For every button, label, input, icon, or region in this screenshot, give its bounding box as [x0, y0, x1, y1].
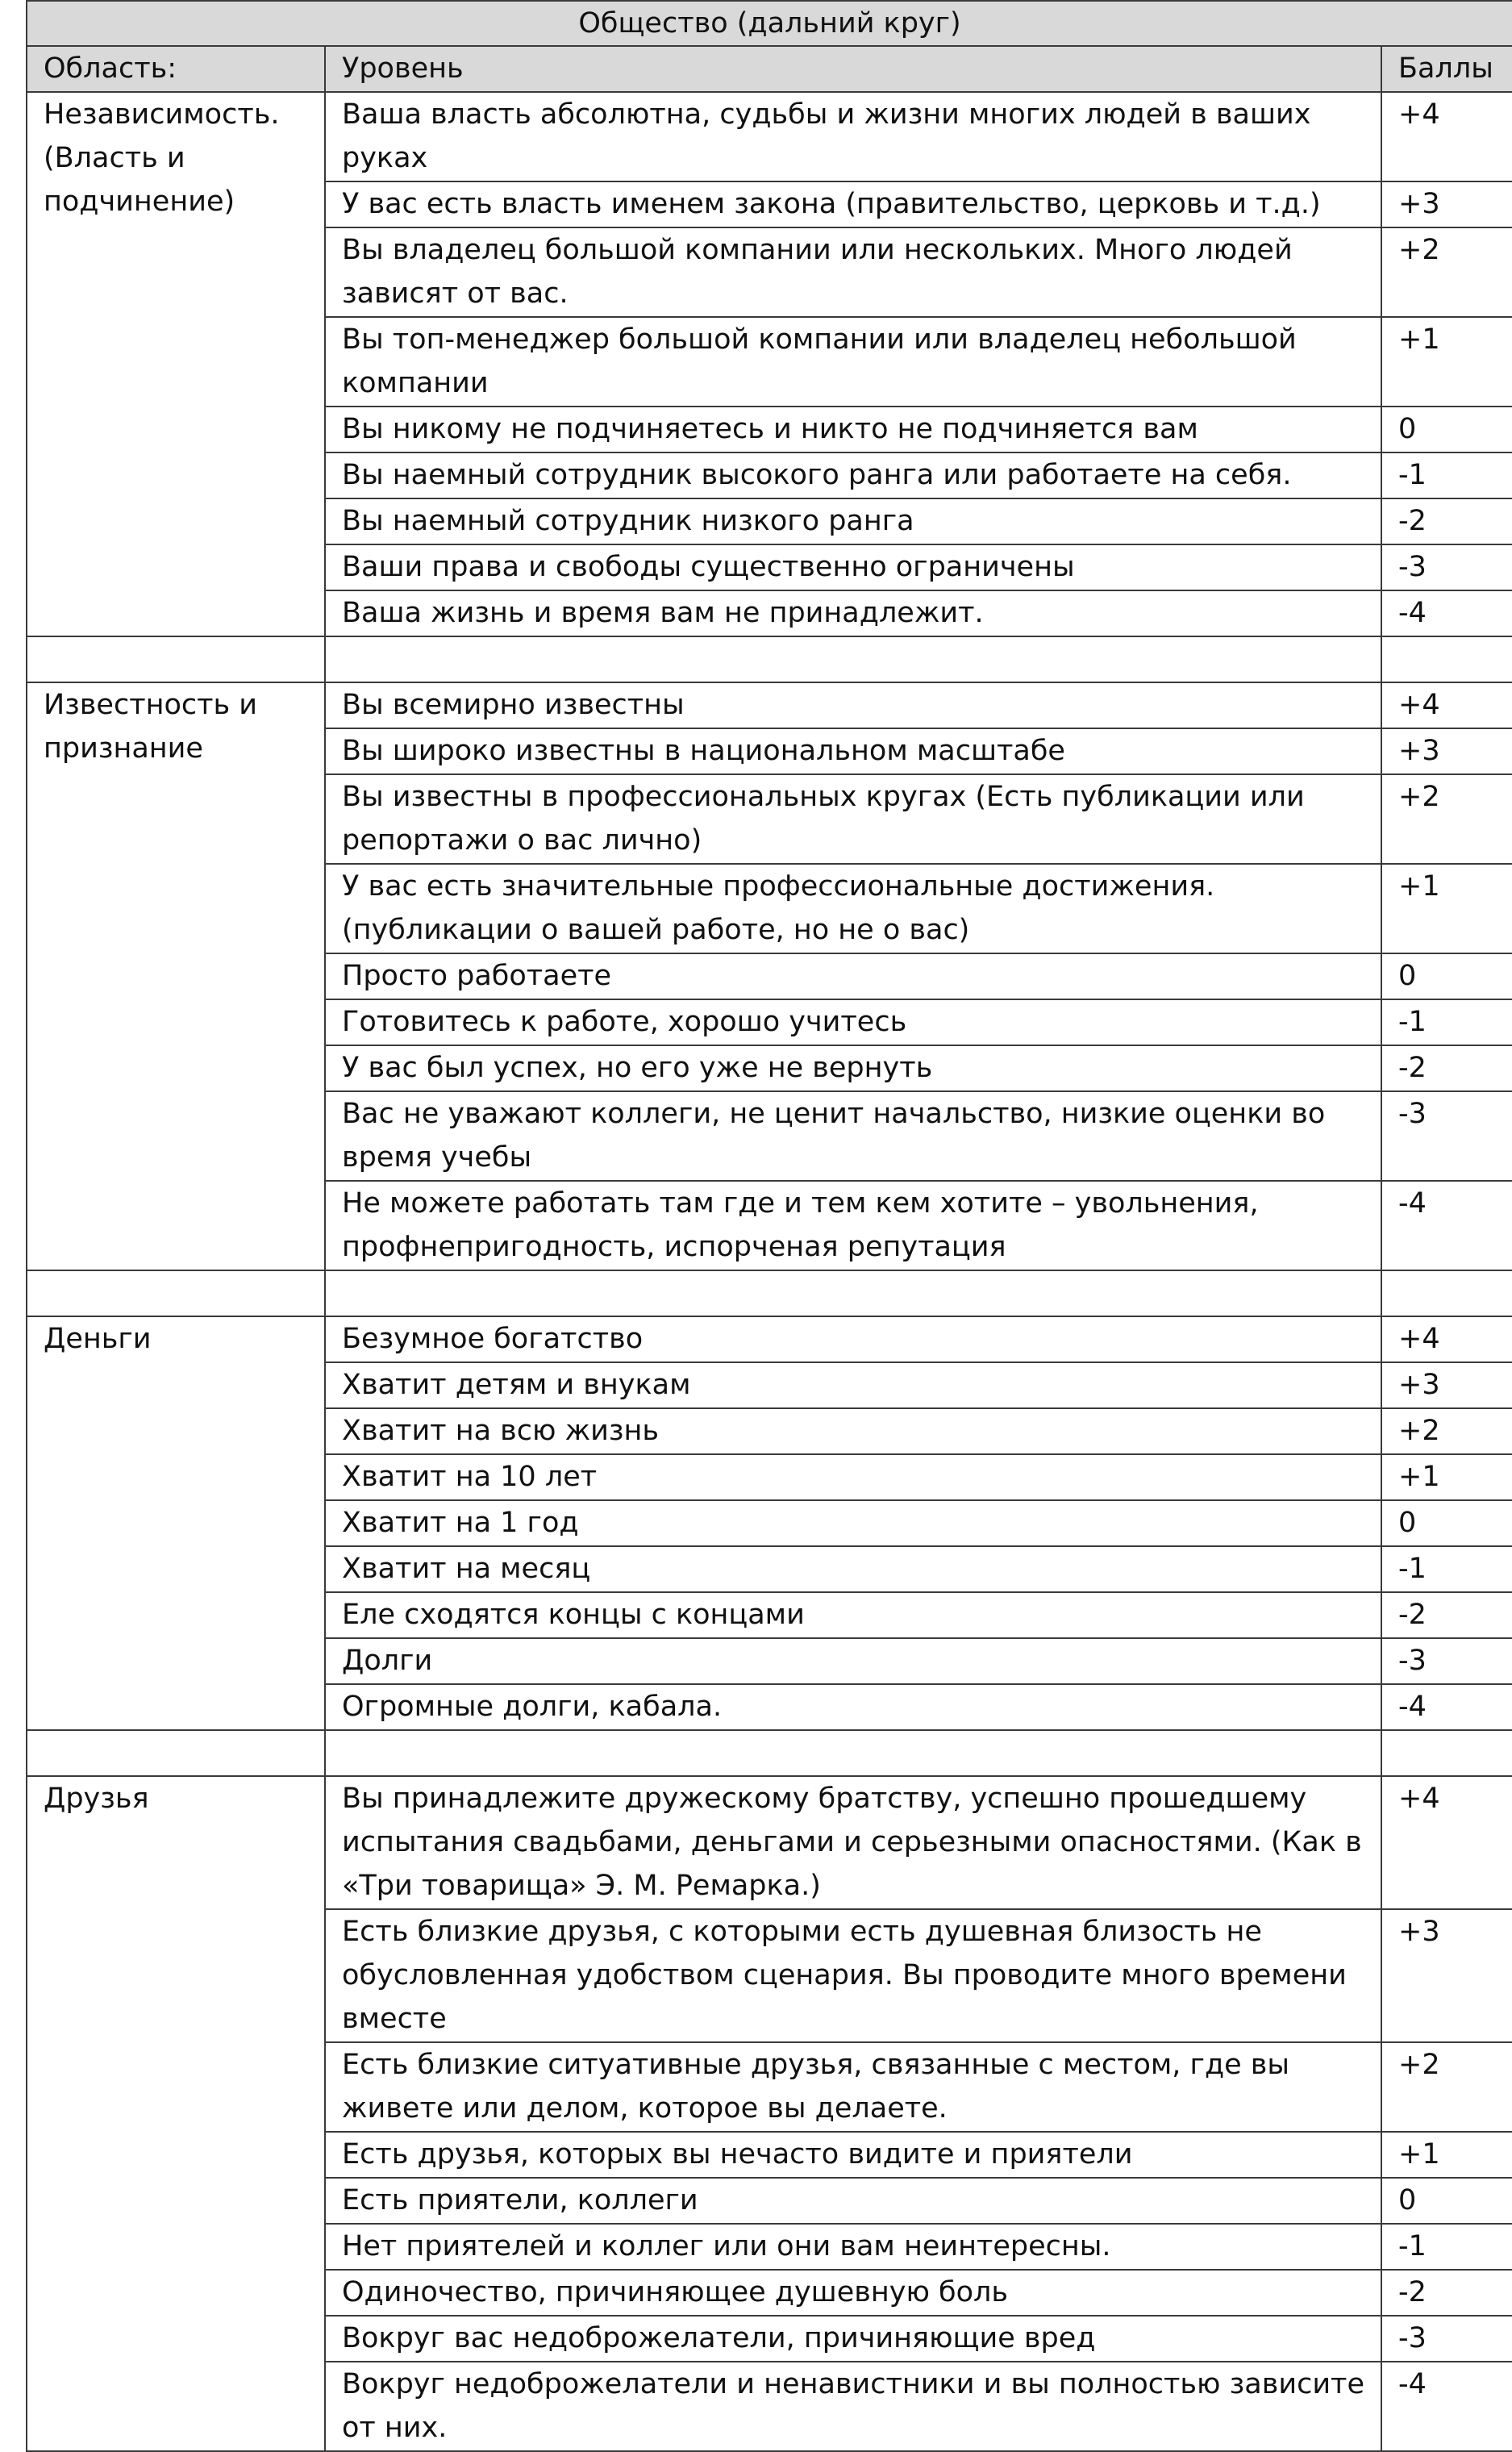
empty-cell: [325, 1730, 1381, 1776]
header-area: Область:: [27, 46, 325, 92]
score-cell: +3: [1381, 181, 1512, 227]
empty-cell: [325, 1270, 1381, 1316]
score-cell: +1: [1381, 317, 1512, 407]
score-cell: -1: [1381, 1546, 1512, 1592]
score-cell: +2: [1381, 774, 1512, 864]
title-row: [27, 1, 1512, 46]
level-cell: Есть близкие ситуативные друзья, связанные с местом, где вы живете или делом, которое вы делаете.: [325, 2042, 1381, 2132]
spacer-row: [27, 1270, 1512, 1316]
level-cell: У вас есть власть именем закона (правительство, церковь и т.д.): [325, 181, 1381, 227]
level-cell: Хватит на месяц: [325, 1546, 1381, 1592]
area-cell: Независимость. (Власть и подчинение): [27, 92, 325, 636]
score-cell: +3: [1381, 1909, 1512, 2042]
level-cell: Есть приятели, коллеги: [325, 2178, 1381, 2224]
level-cell: Есть друзья, которых вы нечасто видите и приятели: [325, 2132, 1381, 2178]
score-cell: +4: [1381, 1316, 1512, 1362]
score-cell: +1: [1381, 1454, 1512, 1500]
score-cell: 0: [1381, 1500, 1512, 1546]
score-cell: +4: [1381, 92, 1512, 181]
level-cell: У вас был успех, но его уже не вернуть: [325, 1045, 1381, 1091]
empty-cell: [325, 636, 1381, 682]
empty-cell: [27, 636, 325, 682]
score-cell: -2: [1381, 498, 1512, 544]
level-cell: Вы наемный сотрудник низкого ранга: [325, 498, 1381, 544]
level-cell: Ваши права и свободы существенно ограничены: [325, 544, 1381, 590]
level-cell: Хватит на 1 год: [325, 1500, 1381, 1546]
level-cell: Нет приятелей и коллег или они вам неинтересны.: [325, 2224, 1381, 2270]
level-cell: Вы владелец большой компании или нескольких. Много людей зависят от вас.: [325, 227, 1381, 317]
level-cell: Вы широко известны в национальном масштабе: [325, 728, 1381, 774]
score-cell: +2: [1381, 227, 1512, 317]
level-cell: У вас есть значительные профессиональные достижения. (публикации о вашей работе, но не о вас): [325, 864, 1381, 953]
level-cell: Просто работаете: [325, 953, 1381, 999]
empty-cell: [1381, 1270, 1512, 1316]
level-cell: Хватит на 10 лет: [325, 1454, 1381, 1500]
level-cell: Одиночество, причиняющее душевную боль: [325, 2270, 1381, 2316]
level-cell: Еле сходятся концы с концами: [325, 1592, 1381, 1638]
level-cell: Есть близкие друзья, с которыми есть душевная близость не обусловленная удобством сценария. Вы проводите много времени вместе: [325, 1909, 1381, 2042]
level-cell: Вы принадлежите дружескому братству, успешно прошедшему испытания свадьбами, деньгами и серьезными опасностями. (Как в «Три товарища» Э. М. Ремарка.): [325, 1776, 1381, 1909]
level-cell: Хватит на всю жизнь: [325, 1408, 1381, 1454]
level-cell: Готовитесь к работе, хорошо учитесь: [325, 999, 1381, 1045]
score-cell: -4: [1381, 1181, 1512, 1270]
score-cell: 0: [1381, 2178, 1512, 2224]
level-cell: Ваша власть абсолютна, судьбы и жизни многих людей в ваших руках: [325, 92, 1381, 181]
level-cell: Вы никому не подчиняетесь и никто не подчиняется вам: [325, 407, 1381, 452]
society-table: [26, 0, 1512, 2452]
level-cell: Не можете работать там где и тем кем хотите – увольнения, профнепригодность, испорченая репутация: [325, 1181, 1381, 1270]
score-cell: -2: [1381, 2270, 1512, 2316]
empty-cell: [1381, 1730, 1512, 1776]
table-row: [27, 1776, 1512, 1909]
level-cell: Вас не уважают коллеги, не ценит начальство, низкие оценки во время учебы: [325, 1091, 1381, 1181]
empty-cell: [27, 1270, 325, 1316]
score-cell: -4: [1381, 2362, 1512, 2451]
empty-cell: [27, 1730, 325, 1776]
table-row: [27, 682, 1512, 728]
level-cell: Вы наемный сотрудник высокого ранга или работаете на себя.: [325, 452, 1381, 498]
table-title: Общество (дальний круг): [27, 1, 1512, 46]
score-cell: -1: [1381, 999, 1512, 1045]
header-row: [27, 46, 1512, 92]
area-cell: Деньги: [27, 1316, 325, 1730]
level-cell: Вы топ-менеджер большой компании или владелец небольшой компании: [325, 317, 1381, 407]
level-cell: Ваша жизнь и время вам не принадлежит.: [325, 590, 1381, 636]
score-cell: -1: [1381, 2224, 1512, 2270]
score-cell: -4: [1381, 590, 1512, 636]
score-cell: +3: [1381, 728, 1512, 774]
level-cell: Вокруг вас недоброжелатели, причиняющие вред: [325, 2316, 1381, 2362]
score-cell: -4: [1381, 1684, 1512, 1730]
header-level: Уровень: [325, 46, 1381, 92]
score-cell: 0: [1381, 407, 1512, 452]
table-row: [27, 1316, 1512, 1362]
level-cell: Хватит детям и внукам: [325, 1362, 1381, 1408]
area-cell: Друзья: [27, 1776, 325, 2451]
score-cell: -2: [1381, 1045, 1512, 1091]
score-cell: -3: [1381, 1638, 1512, 1684]
score-cell: +1: [1381, 2132, 1512, 2178]
score-cell: 0: [1381, 953, 1512, 999]
score-cell: -3: [1381, 2316, 1512, 2362]
score-cell: +4: [1381, 1776, 1512, 1909]
spacer-row: [27, 1730, 1512, 1776]
level-cell: Вы известны в профессиональных кругах (Есть публикации или репортажи о вас лично): [325, 774, 1381, 864]
level-cell: Вокруг недоброжелатели и ненавистники и вы полностью зависите от них.: [325, 2362, 1381, 2451]
score-cell: -1: [1381, 452, 1512, 498]
level-cell: Огромные долги, кабала.: [325, 1684, 1381, 1730]
spacer-row: [27, 636, 1512, 682]
score-cell: +2: [1381, 1408, 1512, 1454]
level-cell: Долги: [325, 1638, 1381, 1684]
level-cell: Безумное богатство: [325, 1316, 1381, 1362]
score-cell: +4: [1381, 682, 1512, 728]
level-cell: Вы всемирно известны: [325, 682, 1381, 728]
header-score: Баллы: [1381, 46, 1512, 92]
score-cell: -2: [1381, 1592, 1512, 1638]
score-cell: -3: [1381, 1091, 1512, 1181]
score-cell: +3: [1381, 1362, 1512, 1408]
empty-cell: [1381, 636, 1512, 682]
score-cell: +1: [1381, 864, 1512, 953]
area-cell: Известность и признание: [27, 682, 325, 1270]
score-cell: +2: [1381, 2042, 1512, 2132]
table-row: [27, 92, 1512, 181]
score-cell: -3: [1381, 544, 1512, 590]
